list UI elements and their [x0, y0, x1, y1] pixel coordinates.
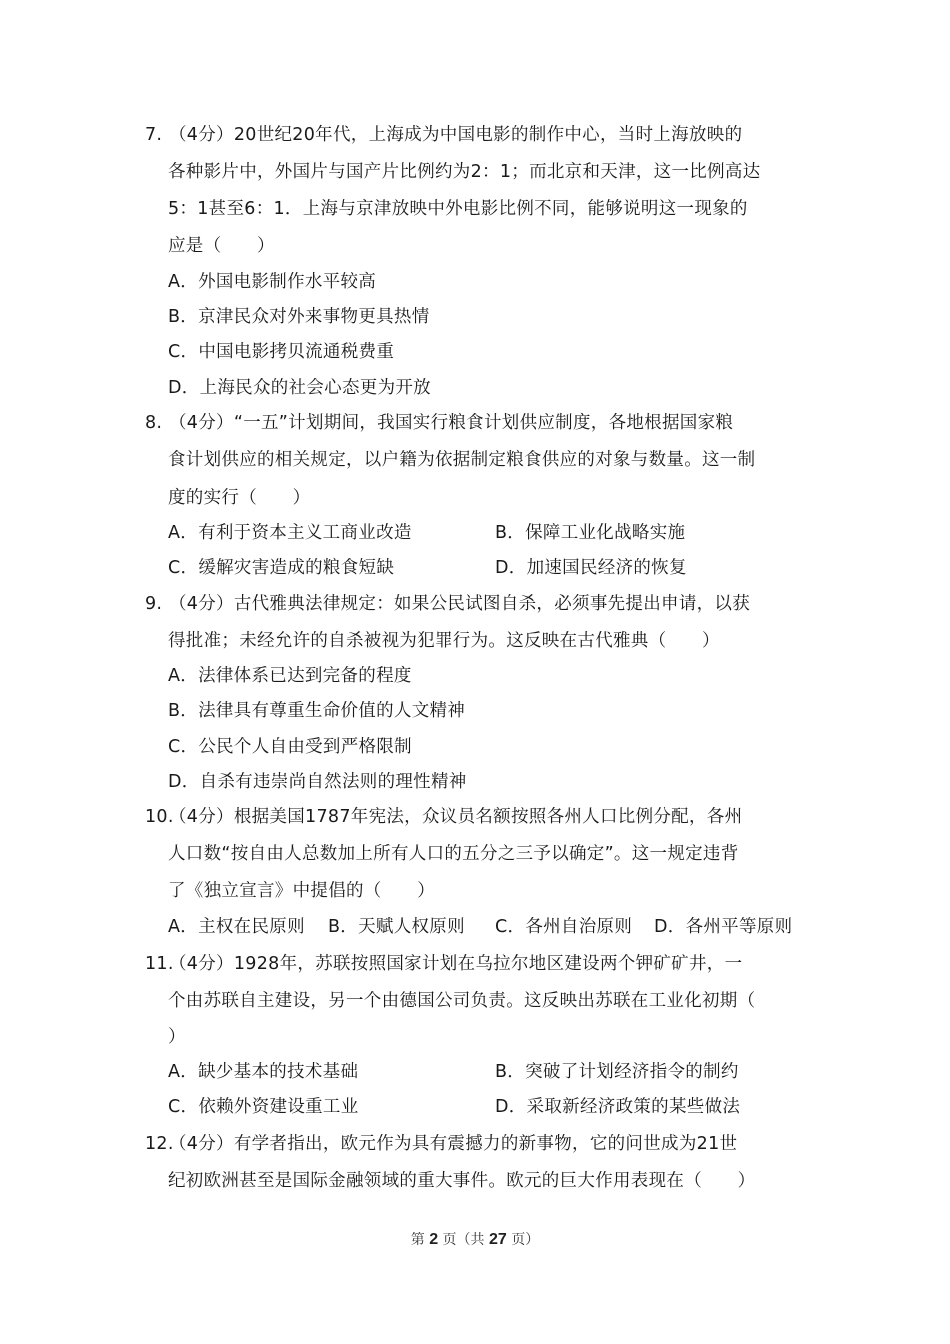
option-d: D．各州平等原则	[654, 917, 793, 937]
question-stem-line: 食计划供应的相关规定，以户籍为依据制定粮食供应的对象与数量。这一制	[168, 450, 756, 470]
option-a: A．法律体系已达到完备的程度	[168, 666, 412, 686]
option-c: C．各州自治原则	[495, 917, 633, 937]
option-c: C．缓解灾害造成的粮食短缺	[168, 558, 395, 578]
option-d: D．加速国民经济的恢复	[495, 558, 687, 578]
question-number: 12.	[145, 1134, 174, 1154]
question-number: 11.	[145, 954, 174, 974]
question-stem-line: 5：1甚至6：1．上海与京津放映中外电影比例不同，能够说明这一现象的	[168, 199, 748, 219]
question-stem-line: 得批准；未经允许的自杀被视为犯罪行为。这反映在古代雅典（ ）	[168, 631, 720, 651]
option-c: C．依赖外资建设重工业	[168, 1097, 359, 1117]
question-stem-line: 7. （4分）20世纪20年代，上海成为中国电影的制作中心，当时上海放映的	[145, 125, 743, 145]
question-stem-line: 人口数“按自由人总数加上所有人口的五分之三予以确定”。这一规定违背	[168, 844, 739, 864]
option-b: B．天赋人权原则	[328, 917, 465, 937]
page-footer: 第 2 页（共 27 页）	[410, 1231, 540, 1248]
option-b: B．保障工业化战略实施	[495, 523, 686, 543]
question-number: 10.	[145, 807, 174, 827]
question-stem-line: 10.（4分）根据美国1787年宪法，众议员名额按照各州人口比例分配，各州	[145, 807, 743, 827]
question-number: 9.	[145, 594, 163, 614]
total-pages-number: 27	[489, 1231, 507, 1248]
option-d: D．自杀有违崇尚自然法则的理性精神	[168, 772, 467, 792]
question-stem-line: 了《独立宣言》中提倡的（ ）	[168, 881, 435, 901]
option-b: B．京津民众对外来事物更具热情	[168, 307, 430, 327]
option-d: D．采取新经济政策的某些做法	[495, 1097, 741, 1117]
question-stem-line: 应是（ ）	[168, 236, 275, 256]
option-a: A．外国电影制作水平较高	[168, 272, 377, 292]
question-stem-line: 度的实行（ ）	[168, 488, 311, 508]
option-c: C．公民个人自由受到严格限制	[168, 737, 412, 757]
question-stem-line: 8. （4分）“一五”计划期间，我国实行粮食计划供应制度，各地根据国家粮	[145, 413, 734, 433]
question-stem-line: 个由苏联自主建设，另一个由德国公司负责。这反映出苏联在工业化初期（	[168, 991, 756, 1011]
option-d: D．上海民众的社会心态更为开放	[168, 378, 431, 398]
current-page-number: 2	[429, 1231, 439, 1248]
option-b: B．法律具有尊重生命价值的人文精神	[168, 701, 466, 721]
option-a: A．缺少基本的技术基础	[168, 1062, 359, 1082]
question-number: 8.	[145, 413, 163, 433]
question-stem-line: 11.（4分）1928年，苏联按照国家计划在乌拉尔地区建设两个钾矿矿井，一	[145, 954, 743, 974]
question-number: 7.	[145, 125, 163, 145]
option-a: A．有利于资本主义工商业改造	[168, 523, 412, 543]
question-stem-line: ）	[168, 1027, 186, 1047]
question-stem-line: 纪初欧洲甚至是国际金融领域的重大事件。欧元的巨大作用表现在（ ）	[168, 1171, 756, 1191]
question-stem-line: 12.（4分）有学者指出，欧元作为具有震撼力的新事物，它的问世成为21世	[145, 1134, 738, 1154]
option-c: C．中国电影拷贝流通税费重	[168, 342, 395, 362]
option-a: A．主权在民原则	[168, 917, 305, 937]
question-stem-line: 9. （4分）古代雅典法律规定：如果公民试图自杀，必须事先提出申请，以获	[145, 594, 751, 614]
question-stem-line: 各种影片中，外国片与国产片比例约为2：1；而北京和天津，这一比例高达	[168, 162, 761, 182]
option-b: B．突破了计划经济指令的制约	[495, 1062, 739, 1082]
